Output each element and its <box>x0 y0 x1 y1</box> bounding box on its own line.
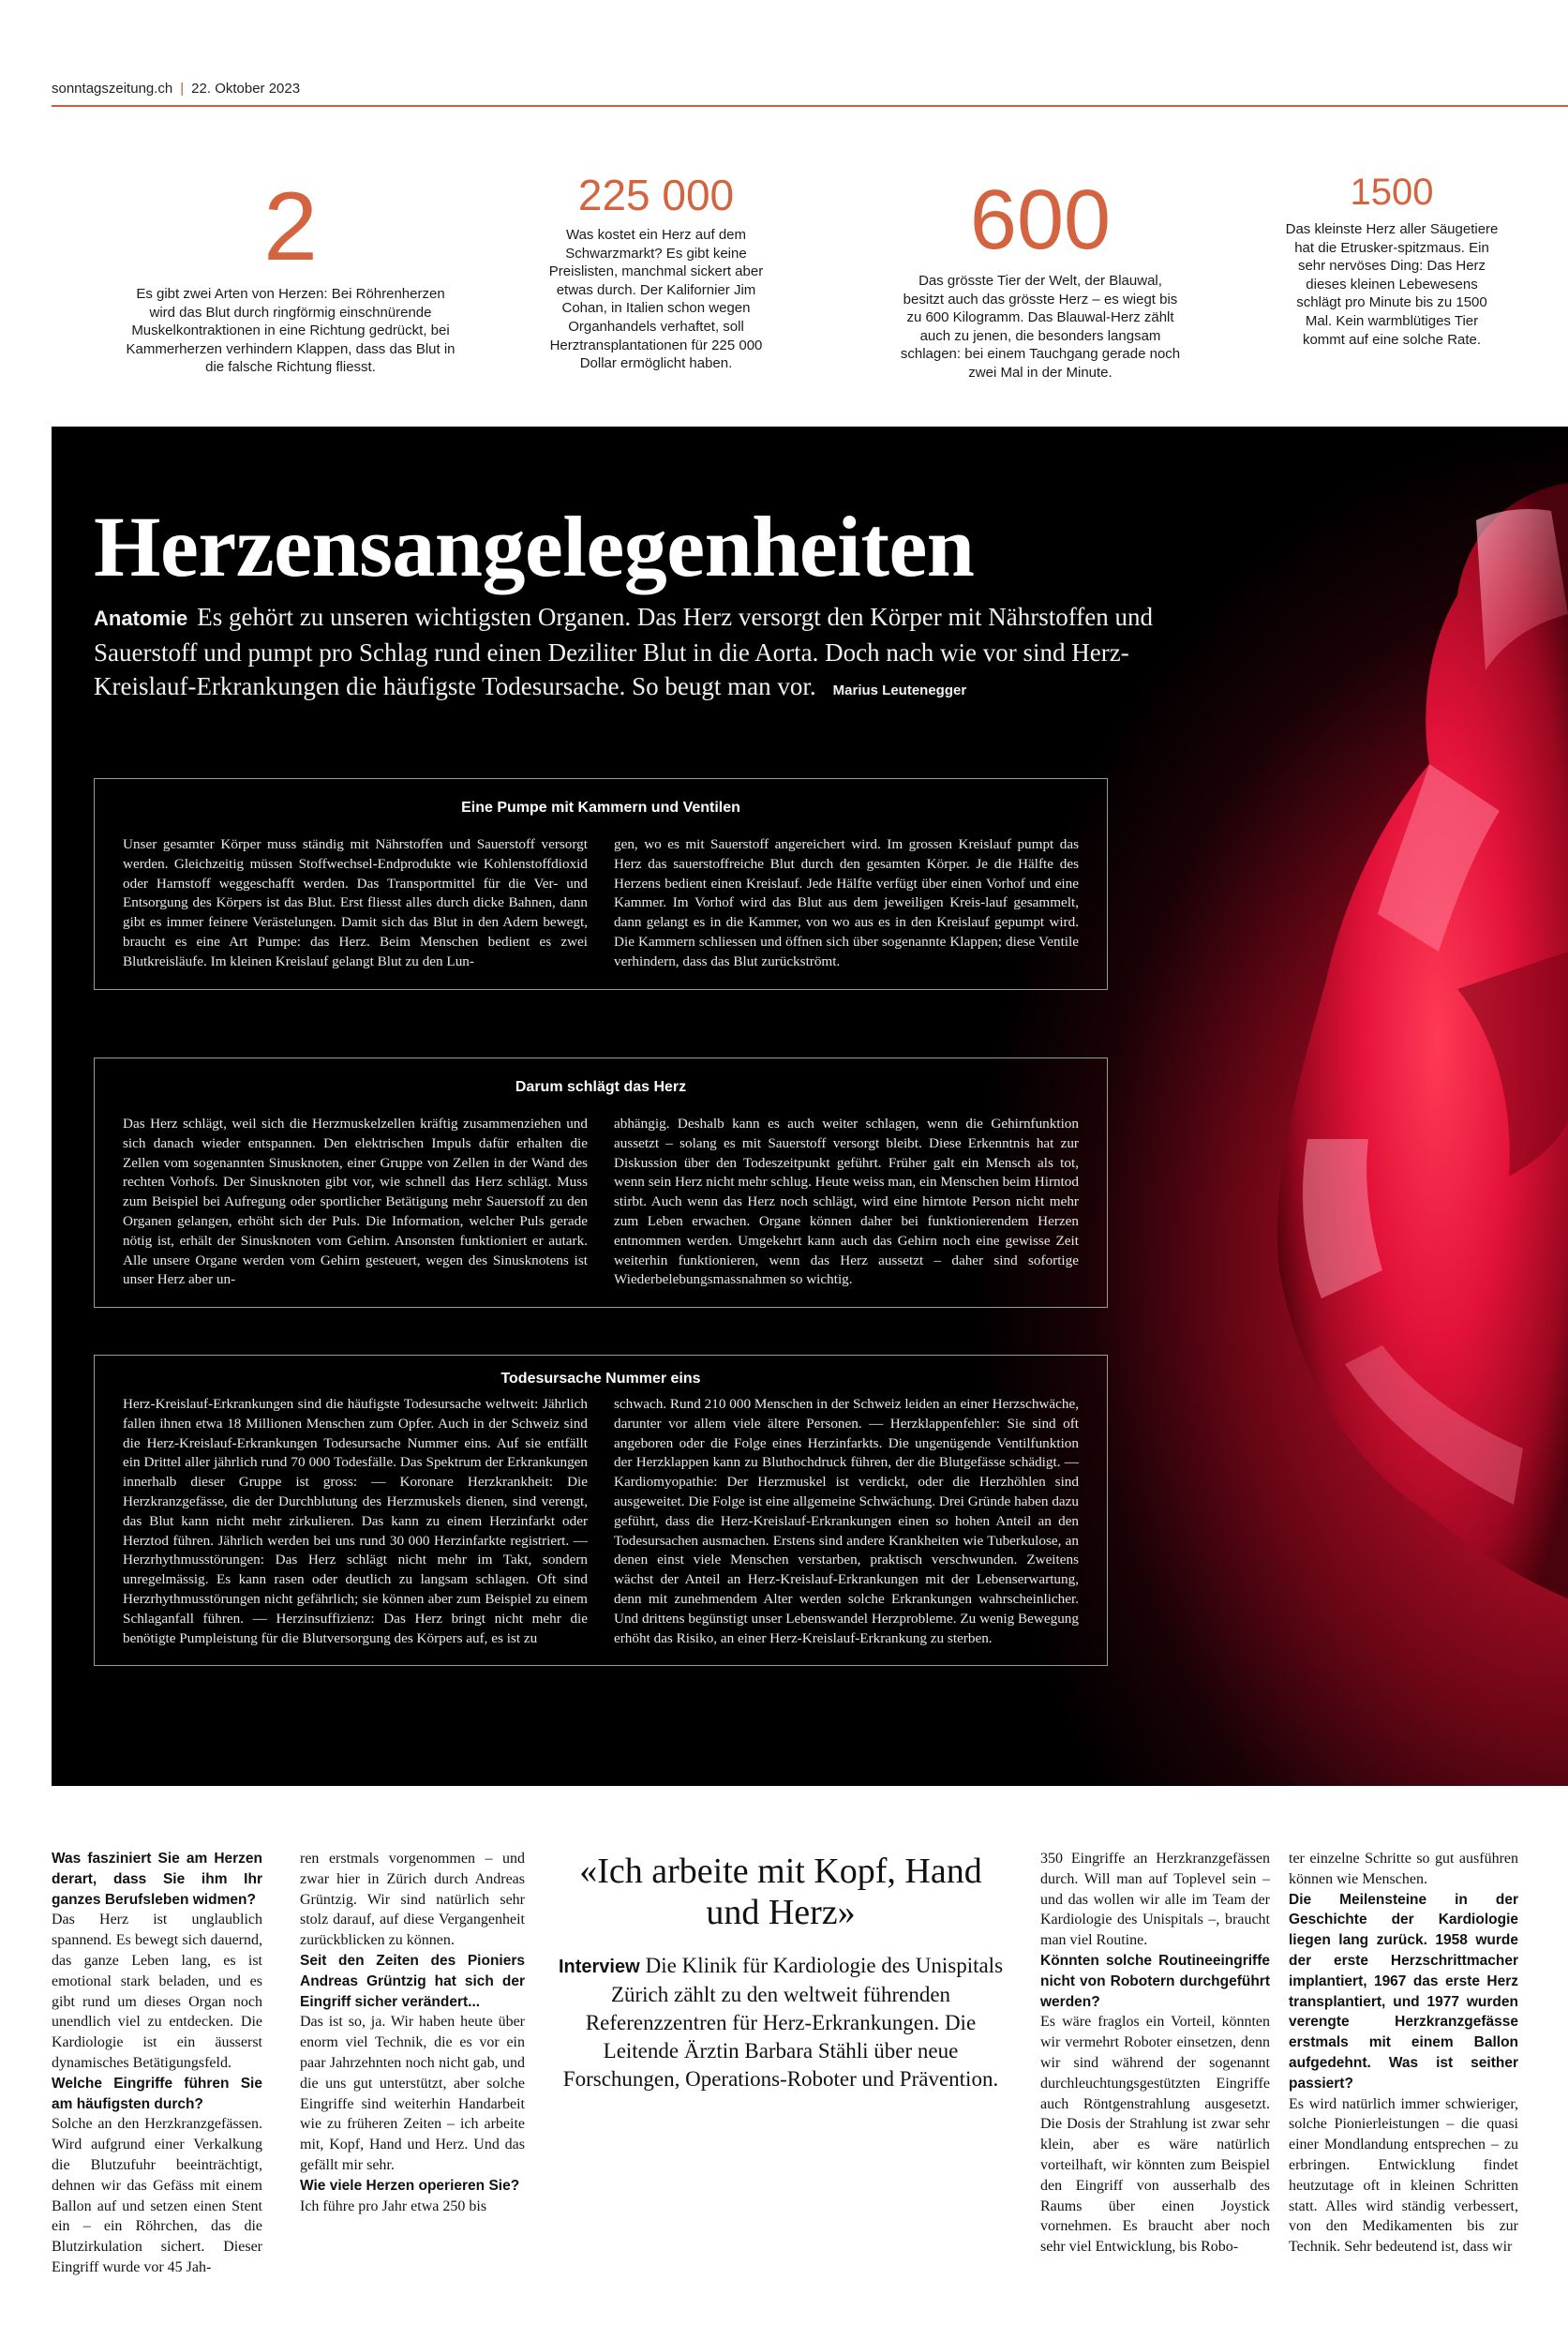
interview-answer: Ich führe pro Jahr etwa 250 bis <box>300 2198 487 2214</box>
interview-answer: 350 Eingriffe an Herzkranzgefässen durch. Will man auf Toplevel sein – und das wollen wir alle im Team der Kardiologie des Unispitals –, braucht man viel Routine. <box>1040 1851 1270 1949</box>
fact-blue-whale-heart <box>900 173 1181 382</box>
site-name[interactable]: sonntagszeitung.ch <box>52 81 173 97</box>
interview-quote-headline: «Ich arbeite mit Kopf, Hand und Herz» <box>579 1852 982 1932</box>
infobox-text-left: Herz-Kreislauf-Erkrankungen sind die häufigste Todesursache weltweit: Jährlich fallen ihnen etwa 18 Millionen Menschen zum Opfer. Auch in der Schweiz sind die Herz-Kreislauf-Erkrankungen Todesursache Nummer eins. Auf sie entfällt ein Drittel aller jährlich rund 70 000 Todesfälle. Das Spektrum der Erkrankungen innerhalb dieser Gruppe ist gross: — Koronare Herzkrankheit: Die Herzkranzgefässe, die der Durchblutung des Herzmuskels dienen, sind verengt, das Blut kann nicht mehr zirkulieren. Das kann zu einem Herzinfarkt oder Herztod führen. Jährlich werden bei uns rund 30 000 Herzinfarkte registriert. — Herzrhythmusstörungen: Das Herz schlägt nicht mehr im Takt, sondern unregelmässig. Es kann rasen oder deutlich zu langsam schlagen. Oft sind Herzrhythmusstörungen nicht gefährlich; sie können aber zum Beispiel zu einem Schlaganfall führen. — Herzinsuffizienz: Das Herz bringt nicht mehr die benötigte Pumpleistung für die Blutversorgung des Körpers auf, es ist zu <box>123 1396 588 1646</box>
interview-column-3 <box>1040 1849 1270 2258</box>
infobox-text-left: Unser gesamter Körper muss ständig mit Nährstoffen und Sauerstoff versorgt werden. Gleichzeitig müssen Stoffwechsel-Endprodukte wie Kohlenstoffdioxid oder Harnstoff weggeschafft werden. Das Transportmittel für die Ver- und Entsorgung des Körpers ist das Blut. Erst fliesst alles durch dicke Bahnen, dann gibt es immer feinere Verästelungen. Damit sich das Blut in den Adern bewegt, braucht es eine Art Pumpe: das Herz. Beim Menschen bedient es zwei Blutkreisläufe. Im kleinen Kreislauf gelangt Blut zu den Lun- <box>123 836 588 969</box>
fact-shrew-heart-rate <box>1284 173 1500 349</box>
fact-text: Was kostet ein Herz auf dem Schwarzmarkt? Es gibt keine Preislisten, manchmal sickert aber etwas durch. Der Kalifornier Jim Cohan, in Italien schon wegen Organhandels verhaftet, soll Herztransplantationen für 225 000 Dollar ermöglicht haben. <box>548 227 764 372</box>
header-rule <box>52 105 1568 107</box>
hero-title: Herzensangelegenheiten <box>94 499 975 594</box>
intro-kicker: Interview <box>558 1957 640 1977</box>
infobox-title: Todesursache Nummer eins <box>500 1371 701 1387</box>
interview-answer: Das Herz ist unglaublich spannend. Es bewegt sich dauernd, das ganze Leben lang, es ist emotional stark beladen, und es gibt rund um dieses Organ noch unendlich viel zu entdecken. Die Kardiologie ist ein äusserst dynamisches Betätigungsfeld. <box>52 1912 262 2071</box>
fact-text: Das grösste Tier der Welt, der Blauwal, besitzt auch das grösste Herz – es wiegt bis zu 600 Kilogramm. Das Blauwal-Herz zählt auch zu jenen, die besonders langsam schlagen: bei einem Tauchgang gerade noch zwei Mal in der Minute. <box>900 273 1181 381</box>
fact-number: 2 <box>263 172 318 281</box>
interview-question: Könnten solche Routineeingriffe nicht von Robotern durchgeführt werden? <box>1040 1952 1270 2010</box>
interview-question: Was fasziniert Sie am Herzen derart, dass Sie ihm Ihr ganzes Berufsleben widmen? <box>52 1851 262 1908</box>
interview-question: Seit den Zeiten des Pioniers Andreas Grüntzig hat sich der Eingriff sicher verändert... <box>300 1952 525 2010</box>
interview-question: Welche Eingriffe führen Sie am häufigsten durch? <box>52 2075 262 2112</box>
fact-black-market-price <box>548 173 764 373</box>
infobox-pump <box>94 778 1108 990</box>
header-separator: | <box>180 81 185 97</box>
hero-panel <box>52 427 1568 1786</box>
page-header <box>52 81 1568 105</box>
interview-answer: Solche an den Herzkranzgefässen. Wird aufgrund einer Verkalkung die Blutzufuhr beeinträchtigt, dehnen wir das Gefäss mit einem Ballon auf und setzen einen Stent ein – ein Röhrchen, das die Blutzirkulation sichert. Dieser Eingriff wurde vor 45 Jah- <box>52 2116 262 2275</box>
infobox-text-right: schwach. Rund 210 000 Menschen in der Schweiz leiden an einer Herzschwäche, darunter vor allem viele ältere Personen. — Herzklappenfehler: Sie sind oft angeboren oder die Folge eines Herzinfarkts. Die ungenügende Ventilfunktion der Herzklappen kann zu Bluthochdruck führen, der die Blutgefässe schädigt. — Kardiomyopathie: Der Herzmuskel ist verdickt, oder die Herzhöhlen sind ausgeweitet. Die Folge ist eine allgemeine Schwächung. Drei Gründe haben dazu geführt, dass die Herz-Kreislauf-Erkrankungen einen so hohen Anteil an den Todesursachen ausmachen. Erstens sind andere Krankheiten wie Tuberkulose, an denen einst viele Menschen verstarben, praktisch verschwunden. Zweitens wächst der Anteil an Herz-Kreislauf-Erkrankungen mit der Lebenserwartung, denn mit zunehmendem Alter werden solche Erkrankungen wahrscheinlicher. Und drittens begünstigt unser Lebenswandel Herzprobleme. Zu wenig Bewegung erhöht das Risiko, an einer Herz-Kreislauf-Erkrankung zu sterben. <box>614 1396 1079 1646</box>
interview-question: Wie viele Herzen operieren Sie? <box>300 2177 520 2194</box>
interview-answer: Es wird natürlich immer schwieriger, solche Pionierleistungen – die quasi einer Mondlandung entsprechen – zu erbringen. Entwicklung findet heutzutage oft in kleinen Schritten statt. Alles wird ständig verbessert, von den Medikamenten bis zur Technik. Sehr bedeutend ist, dass wir <box>1289 2095 1518 2256</box>
interview-headline-block <box>551 1851 1010 2093</box>
interview-column-4 <box>1289 1849 1518 2258</box>
infobox-text-left: Das Herz schlägt, weil sich die Herzmuskelzellen kräftig zusammenziehen und sich danach wieder entspannen. Den elektrischen Impuls dafür erhalten die Zellen vom sogenannten Sinusknoten, einer Gruppe von Zellen in der Wand des rechten Vorhofs. Der Sinusknoten gibt vor, wie schnell das Herz schlägt. Muss zum Beispiel bei Aufregung oder sportlicher Betätigung mehr Sauerstoff zu den Organen gelangen, erhöht sich der Puls. Die Information, welcher Puls gerade nötig ist, erhält der Sinusknoten vom Gehirn. Ansonsten funktioniert er autark. Alle unsere Organe werden vom Gehirn gesteuert, wegen des Sinusknotens ist unser Herz aber un- <box>123 1116 588 1288</box>
interview-question: Die Meilensteine in der Geschichte der Kardiologie liegen lang zurück. 1958 wurde der erste Herzschrittmacher implantiert, 1967 das erste Herz transplantiert, und 1977 wurden verengte Herzkranzgefässe erstmals mit einem Ballon aufgedehnt. Was ist seither passiert? <box>1289 1891 1518 2092</box>
fact-number: 600 <box>969 173 1112 267</box>
infobox-text-right: abhängig. Deshalb kann es auch weiter schlagen, wenn die Gehirnfunktion aussetzt – solang es mit Sauerstoff versorgt bleibt. Diese Erkenntnis hat zur Diskussion über den Todeszeitpunkt geführt. Früher galt ein Mensch als tot, wenn sein Herz nicht mehr schlug. Heute weiss man, ein Menschen beim Hirntod stirbt. Auch wenn das Herz noch schlägt, wird eine hirntote Person nicht mehr zum Leben erwachen. Organe können daher bei funktionierendem Herzen entnommen werden. Umgekehrt kann auch das Gehirn noch eine gewisse Zeit weiterhin funktionieren, wenn das Herz aussetzt – daher sind sofortige Wiederbelebungsmassnahmen so wichtig. <box>614 1116 1079 1288</box>
fact-number: 225 000 <box>577 171 735 219</box>
interview-answer: ren erstmals vorgenommen – und zwar hier in Zürich durch Andreas Grüntzig. Wir sind natürlich sehr stolz darauf, auf diese Vergangenheit zurückblicken zu können. <box>300 1851 525 1949</box>
infobox-title: Eine Pumpe mit Kammern und Ventilen <box>461 800 740 816</box>
issue-date: 22. Oktober 2023 <box>191 81 301 97</box>
infobox-cause-of-death <box>94 1355 1108 1666</box>
interview-answer: Es wäre fraglos ein Vorteil, könnten wir vermehrt Roboter einsetzen, denn wir sind während der sogenannt durchleuchtungsgestützten Eingriffe auch Röntgenstrahlung ausgesetzt. Die Dosis der Strahlung ist zwar sehr klein, aber es wäre natürlich vorteilhaft, wir könnten zum Beispiel den Eingriff von ausserhalb des Raums über einen Joystick vornehmen. Es braucht aber noch sehr viel Entwicklung, bis Robo- <box>1040 2014 1270 2256</box>
interview-answer: Das ist so, ja. Wir haben heute über enorm viel Technik, die es vor ein paar Jahrzehnten noch nicht gab, und die uns gut unterstützt, aber solche Eingriffe sind weiterhin Handarbeit wie zu früheren Zeiten – ich arbeite mit, Kopf, Hand und Herz. Und das gefällt mir sehr. <box>300 2014 525 2173</box>
fact-text: Es gibt zwei Arten von Herzen: Bei Röhrenherzen wird das Blut durch ringförmig einschnürende Muskelkontraktionen in eine Richtung gedrückt, bei Kammerherzen verhindern Klappen, dass das Blut in die falsche Richtung fliesst. <box>126 286 455 376</box>
fact-text: Das kleinste Herz aller Säugetiere hat die Etrusker-spitzmaus. Ein sehr nervöses Ding: Das Herz dieses kleinen Lebewesens schlägt pro Minute bis zu 1500 Mal. Kein warmblütiges Tier kommt auf eine solche Rate. <box>1285 221 1499 348</box>
fact-two-heart-types <box>122 172 459 377</box>
lead-text: Es gehört zu unseren wichtigsten Organen. Das Herz versorgt den Körper mit Nährstoffen und Sauerstoff und pumpt pro Schlag rund einen Deziliter Blut in die Aorta. Doch nach wie vor sind Herz-Kreislauf-Erkrankungen die häufigste Todesursache. So beugt man vor. <box>94 603 1153 700</box>
author-byline: Marius Leutenegger <box>832 682 967 698</box>
infobox-text-right: gen, wo es mit Sauerstoff angereichert wird. Im grossen Kreislauf pumpt das Herz das sauerstoffreiche Blut durch den gesamten Körper. Je die Hälfte des Herzens bedient einen Kreislauf. Jede Hälfte verfügt über einen Vorhof und eine Kammer. Im Vorhof wird das Blut aus dem jeweiligen Kreis-lauf gesammelt, dann gelangt es in die Kammer, von wo aus es in den Kreislauf gepumpt wird. Die Kammern schliessen und öffnen sich über sogenannte Klappen; diese Ventile verhindern, dass das Blut zurückströmt. <box>614 836 1079 969</box>
infobox-heartbeat <box>94 1058 1108 1308</box>
interview-column-2 <box>300 1849 525 2216</box>
infobox-title: Darum schlägt das Herz <box>515 1079 687 1095</box>
interview-column-1 <box>52 1849 262 2278</box>
intro-text: Die Klinik für Kardiologie des Unispitals Zürich zählt zu den weltweit führenden Referenzzentren für Herz-Erkrankungen. Die Leitende Ärztin Barbara Stähli über neue Forschungen, Operations-Roboter und Prävention. <box>562 1954 1004 2091</box>
hero-lead <box>94 600 1228 708</box>
interview-answer: ter einzelne Schritte so gut ausführen können wie Menschen. <box>1289 1851 1518 1887</box>
lead-kicker: Anatomie <box>94 607 188 630</box>
interview-intro <box>551 1952 1010 2093</box>
fact-number: 1500 <box>1350 172 1434 213</box>
